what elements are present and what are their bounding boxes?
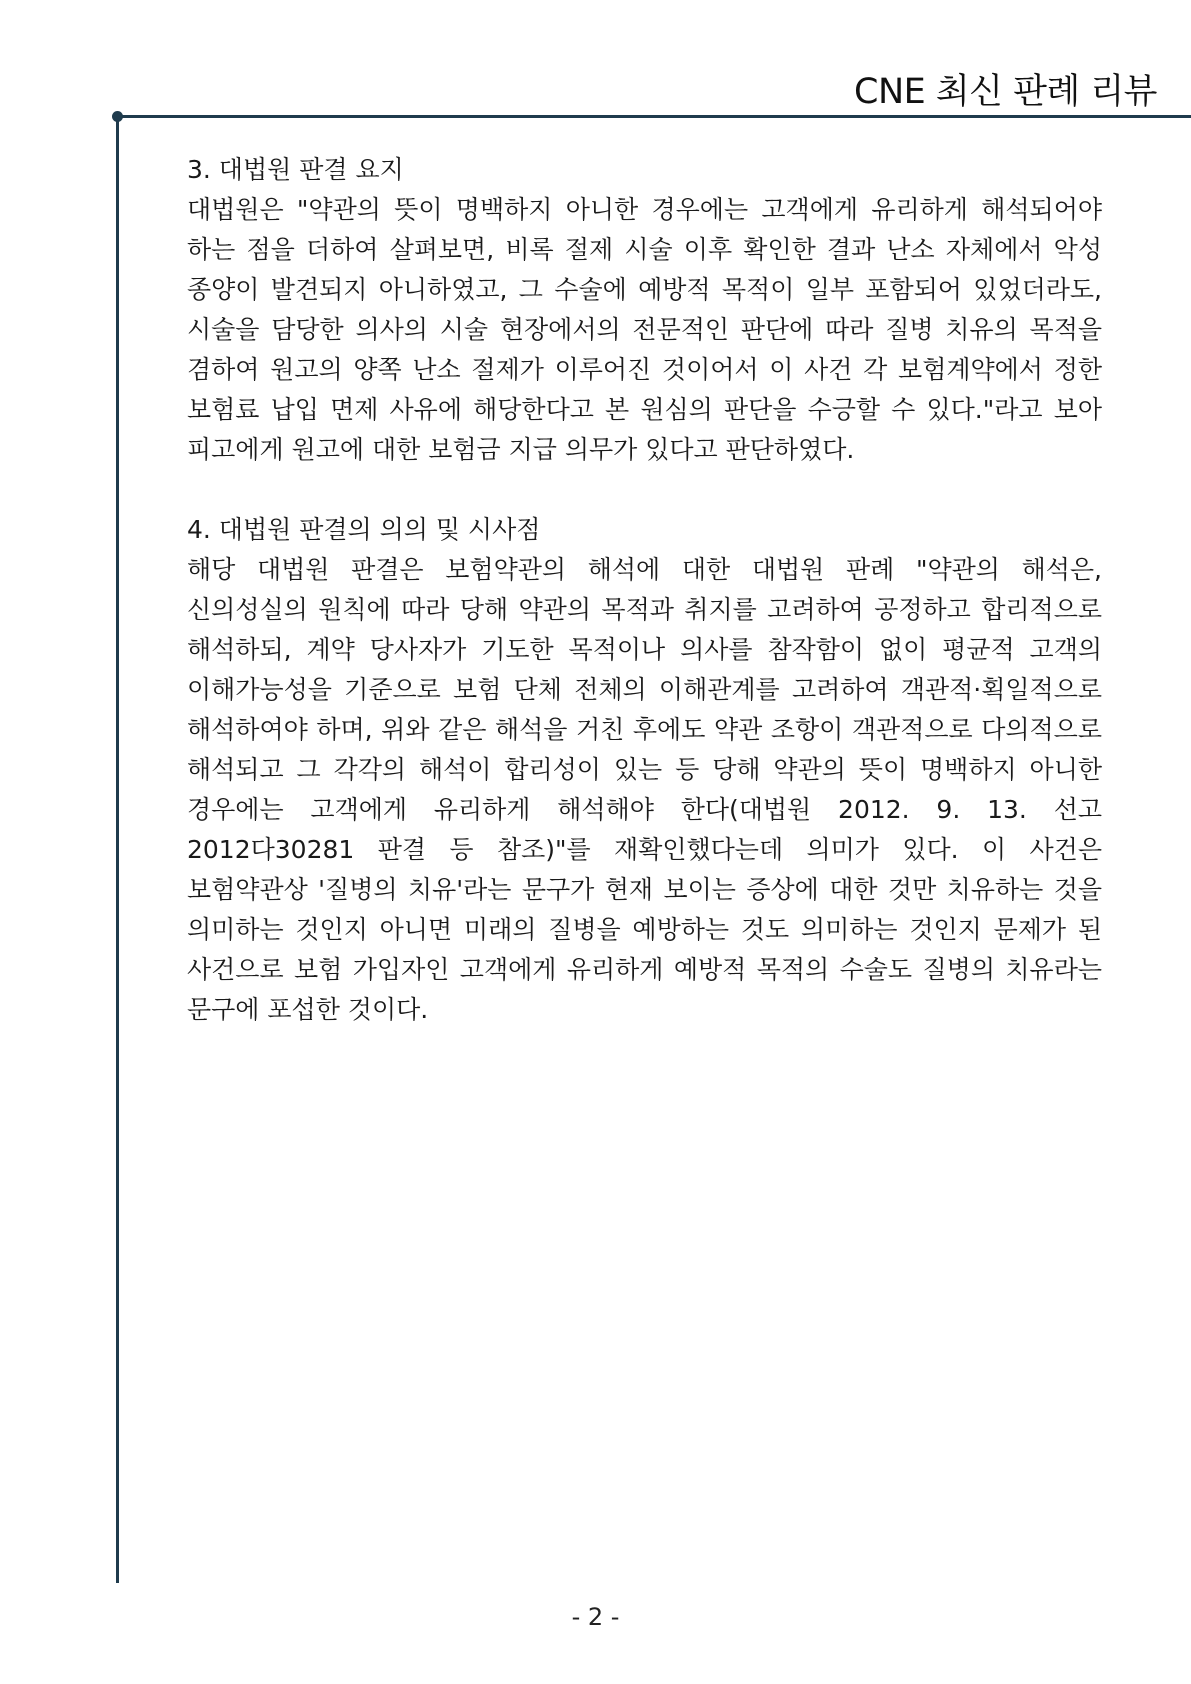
page-number: - 2 - xyxy=(571,1603,620,1631)
section-paragraph: 해당 대법원 판결은 보험약관의 해석에 대한 대법원 판례 "약관의 해석은, 신의성실의 원칙에 따라 당해 약관의 목적과 취지를 고려하여 공정하고 합리적으로 해석하되, 계약 당사자가 기도한 목적이나 의사를 참작함이 없이 평균적 고객의 이해가능성을 기준으로 보험 단체 전체의 이해관계를 고려하여 객관적·획일적으로 해석하여야 하며, 위와 같은 해석을 거친 후에도 약관 조항이 객관적으로 다의적으로 해석되고 그 각각의 해석이 합리성이 있는 등 당해 약관의 뜻이 명백하지 아니한 경우에는 고객에게 유리하게 해석해야 한다(대법원 2012. 9. 13. 선고 2012다30281 판결 등 참조)"를 재확인했다는데 의미가 있다. 이 사건은 보험약관상 '질병의 치유'라는 문구가 현재 보이는 증상에 대한 것만 치유하는 것을 의미하는 것인지 아니면 미래의 질병을 예방하는 것도 의미하는 것인지 문제가 된 사건으로 보험 가입자인 고객에게 유리하게 예방적 목적의 수술도 질병의 치유라는 문구에 포섭한 것이다. xyxy=(187,555,1102,1024)
header-title: CNE 최신 판례 리뷰 xyxy=(854,72,1157,112)
section-heading: 3. 대법원 판결 요지 xyxy=(187,155,404,184)
section-judgment-summary xyxy=(187,150,1102,470)
left-margin-rule xyxy=(116,115,119,1583)
document-body xyxy=(187,150,1102,1030)
header-rule xyxy=(116,115,1191,118)
rule-corner-dot xyxy=(112,111,123,122)
section-significance xyxy=(187,510,1102,1030)
section-heading: 4. 대법원 판결의 의의 및 시사점 xyxy=(187,515,541,544)
section-spacer xyxy=(187,470,1102,510)
section-paragraph: 대법원은 "약관의 뜻이 명백하지 아니한 경우에는 고객에게 유리하게 해석되어야 하는 점을 더하여 살펴보면, 비록 절제 시술 이후 확인한 결과 난소 자체에서 악성 종양이 발견되지 아니하였고, 그 수술에 예방적 목적이 일부 포함되어 있었더라도, 시술을 담당한 의사의 시술 현장에서의 전문적인 판단에 따라 질병 치유의 목적을 겸하여 원고의 양쪽 난소 절제가 이루어진 것이어서 이 사건 각 보험계약에서 정한 보험료 납입 면제 사유에 해당한다고 본 원심의 판단을 수긍할 수 있다."라고 보아 피고에게 원고에 대한 보험금 지급 의무가 있다고 판단하였다. xyxy=(187,195,1102,464)
